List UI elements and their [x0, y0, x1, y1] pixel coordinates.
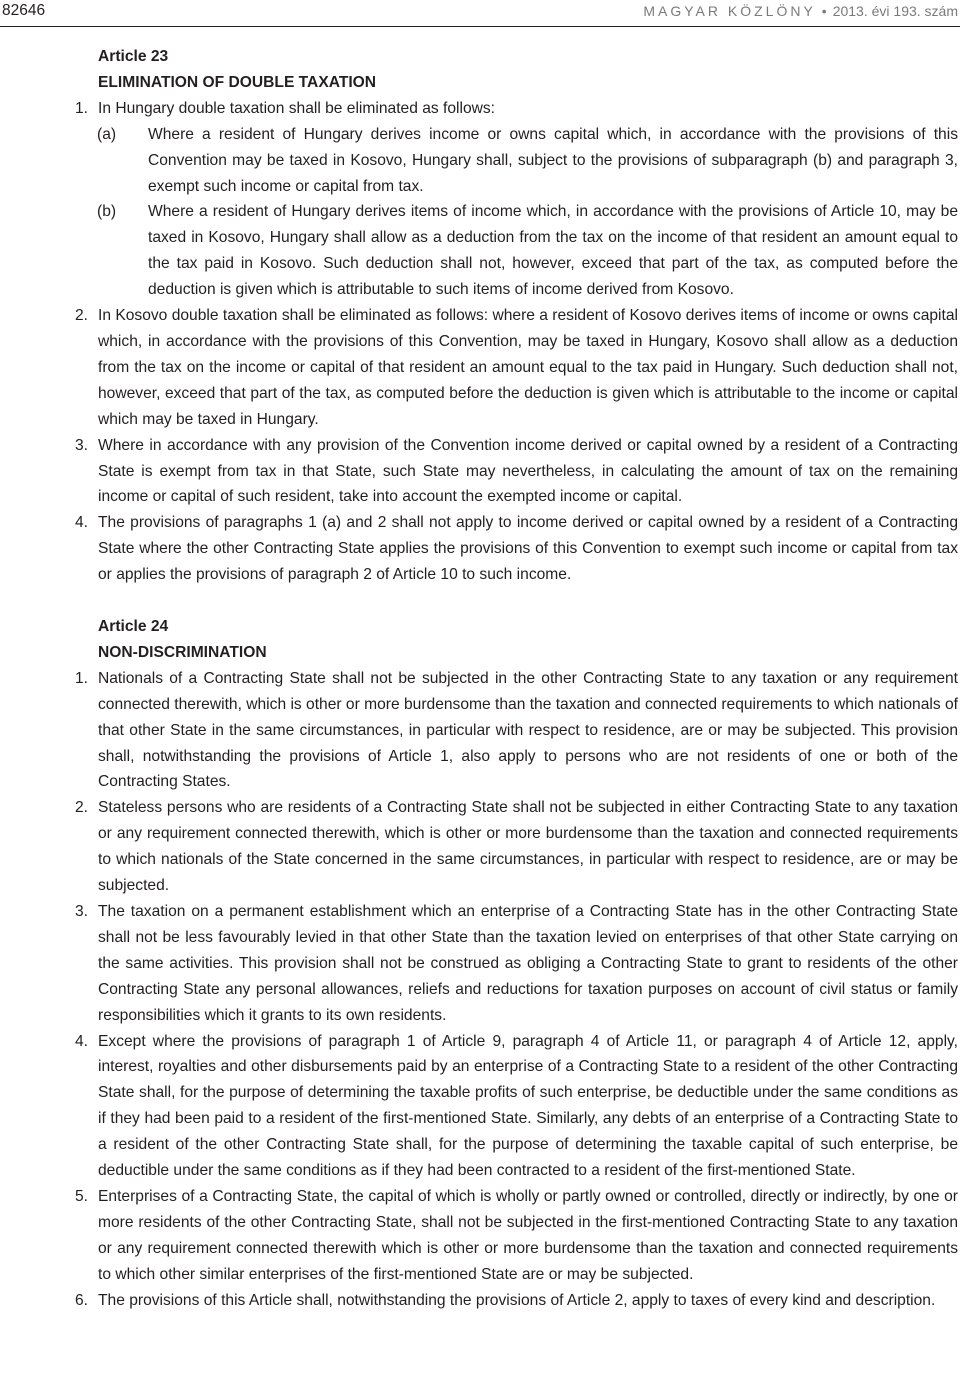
- running-header: [643, 3, 958, 19]
- paragraph-text: Except where the provisions of paragraph 1 of Article 9, paragraph 4 of Article 11, or paragraph 4 of Article 12, apply, interest, royalties and other disbursements paid by an enterprise of a Contracting State to a resident of the other Contracting State shall, for the purpose of determining the taxable profits of such enterprise, be deductible under the same conditions as if they had been paid to a resident of the first-mentioned State. Similarly, any debts of an enterprise of a Contracting State to a resident of the other Contracting State shall, for the purpose of determining the taxable capital of such enterprise, be deductible under the same conditions as if they had been contracted to a resident of the first-mentioned State.: [98, 1032, 958, 1180]
- paragraph-text: The taxation on a permanent establishment which an enterprise of a Contracting State has in the other Contracting State shall not be less favourably levied in that other State than the taxation levied on enterprises of that other State carrying on the same activities. This provision shall not be construed as obliging a Contracting State to grant to residents of the other Contracting State any personal allowances, reliefs and reductions for taxation purposes on account of civil status or family responsibilities which it grants to its own residents.: [98, 903, 958, 1024]
- subparagraph: [0, 199, 958, 303]
- paragraph: [0, 1029, 958, 1184]
- publication-name: MAGYAR KÖZLÖNY: [643, 3, 816, 19]
- paragraph-text: Stateless persons who are residents of a Contracting State shall not be subjected in either Contracting State to any taxation or any requirement connected therewith, which is other or more burdensome than the taxation and connected requirements to which nationals of the State concerned in the same circumstances, in particular with respect to residence, are or may be subjected.: [98, 799, 958, 895]
- paragraph: [0, 899, 958, 1029]
- subparagraph-text: Where a resident of Hungary derives items of income which, in accordance with the provisions of Article 10, may be taxed in Kosovo, Hungary shall allow as a deduction from the tax on the income of that resident an amount equal to the tax paid in Kosovo. Such deduction shall not, however, exceed that part of the tax, as computed before the deduction is given which is attributable to such items of income derived from Kosovo.: [148, 203, 958, 299]
- paragraph: [0, 1184, 958, 1288]
- subparagraph-label: (a): [97, 125, 117, 143]
- article-title: NON-DISCRIMINATION: [98, 643, 267, 661]
- paragraph-text: The provisions of this Article shall, notwithstanding the provisions of Article 2, apply to taxes of every kind and description.: [98, 1291, 936, 1309]
- paragraph-number: 6.: [75, 1291, 89, 1309]
- paragraph-text: Enterprises of a Contracting State, the capital of which is wholly or partly owned or controlled, directly or indirectly, by one or more residents of the other Contracting State, shall not be subjected in the first-mentioned Contracting State to any taxation or any requirement connected therewith which is other or more burdensome than the taxation and connected requirements to which other similar enterprises of the first-mentioned State are or may be subjected.: [98, 1187, 958, 1283]
- paragraph: [0, 303, 958, 433]
- paragraph-number: 4.: [75, 1032, 89, 1050]
- document-body: [0, 44, 958, 1314]
- bullet-separator: •: [821, 3, 827, 19]
- paragraph: [0, 96, 958, 122]
- article-number: Article 23: [98, 48, 169, 65]
- paragraph-number: 2.: [75, 307, 89, 325]
- paragraph: [0, 1288, 958, 1314]
- paragraph: [0, 510, 958, 588]
- paragraph-number: 3.: [75, 903, 89, 920]
- paragraph-number: 4.: [75, 514, 89, 532]
- article-title: ELIMINATION OF DOUBLE TAXATION: [98, 73, 377, 91]
- paragraph-text: In Kosovo double taxation shall be eliminated as follows: where a resident of Kosovo derives items of income or owns capital which, in accordance with the provisions of this Convention, may be taxed in Hungary, Kosovo shall allow as a deduction from the tax on the income or capital of that resident an amount equal to the tax paid in Hungary. Such deduction shall not, however, exceed that part of the tax, as computed before the deduction is given which is attributable to the income or capital which may be taxed in Hungary.: [98, 307, 958, 428]
- paragraph-number: 2.: [75, 799, 89, 817]
- paragraph-text: The provisions of paragraphs 1 (a) and 2 shall not apply to income derived or capital owned by a resident of a Contracting State where the other Contracting State applies the provisions of this Convention to exempt such income or capital from tax or applies the provisions of paragraph 2 of Article 10 to such income.: [98, 514, 958, 584]
- page-header: [0, 0, 960, 27]
- page-number: 82646: [2, 2, 46, 19]
- paragraph-text: Nationals of a Contracting State shall not be subjected in the other Contracting State to any taxation or any requirement connected therewith, which is other or more burdensome than the taxation and connected requirements to which nationals of that other State in the same circumstances, in particular with respect to residence, are or may be subjected. This provision shall, notwithstanding the provisions of Article 1, also apply to persons who are not residents of one or both of the Contracting States.: [98, 669, 958, 791]
- paragraph-number: 5.: [75, 1187, 89, 1205]
- paragraph-number: 1.: [75, 99, 89, 117]
- paragraph: [0, 433, 958, 511]
- paragraph-text: In Hungary double taxation shall be eliminated as follows:: [98, 99, 496, 117]
- paragraph: [0, 795, 958, 899]
- issue-label: 2013. évi 193. szám: [832, 3, 958, 19]
- paragraph-number: 1.: [75, 669, 89, 687]
- subparagraph-label: (b): [97, 203, 117, 221]
- subparagraph: [0, 122, 958, 200]
- paragraph: [0, 666, 958, 796]
- subparagraph-text: Where a resident of Hungary derives income or owns capital which, in accordance with the provisions of this Convention may be taxed in Kosovo, Hungary shall, subject to the provisions of subparagraph (b) and paragraph 3, exempt such income or capital from tax.: [148, 125, 958, 195]
- paragraph-number: 3.: [75, 436, 89, 454]
- article-number: Article 24: [98, 618, 169, 636]
- section-spacer: [0, 588, 958, 614]
- paragraph-text: Where in accordance with any provision of the Convention income derived or capital owned by a resident of a Contracting State is exempt from tax in that State, such State may nevertheless, in calculating the amount of tax on the remaining income or capital of such resident, take into account the exempted income or capital.: [98, 436, 958, 506]
